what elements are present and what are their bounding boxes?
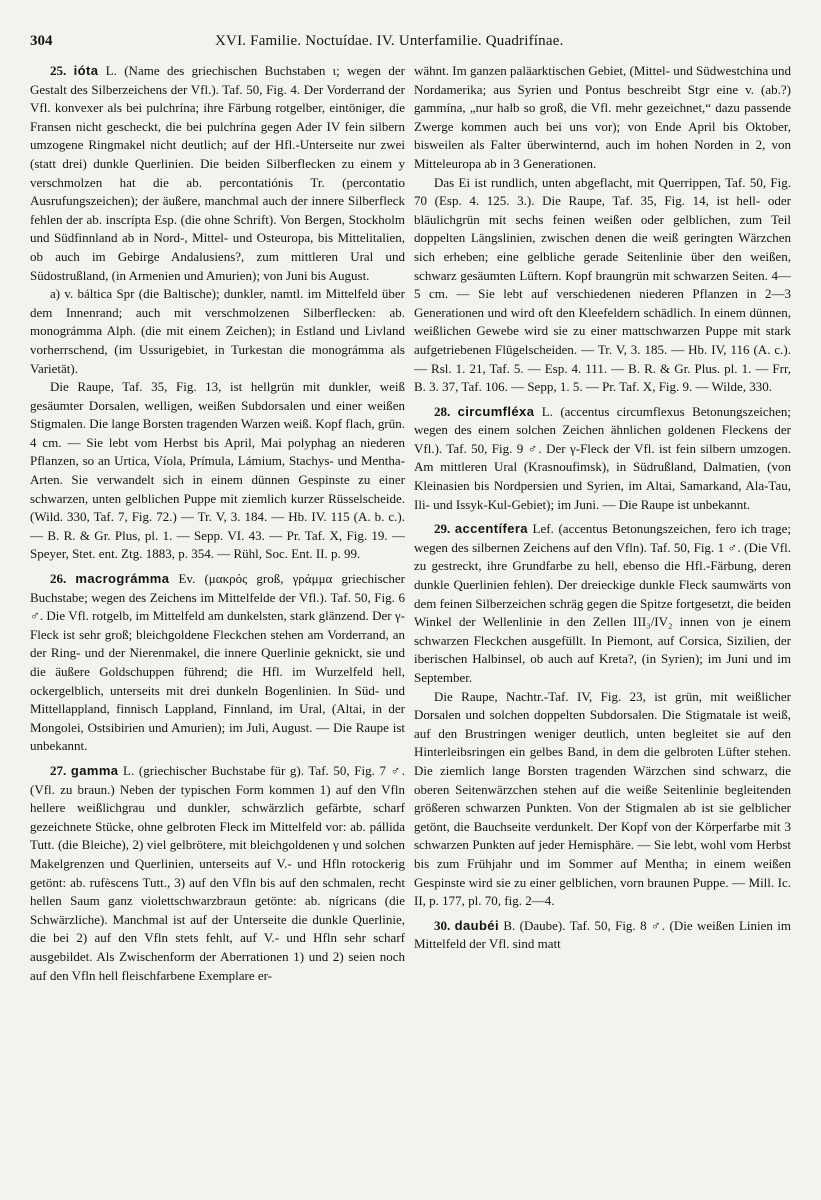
entry-number: 25. (50, 63, 74, 78)
species-entry-27 (30, 762, 405, 985)
running-title: XVI. Familie. Noctuídae. IV. Unterfamilie. Quadrifínae. (215, 33, 564, 49)
entry-number: 28. (434, 403, 458, 419)
paragraph-text: L. (Name des griechischen Buchstaben ι; wegen der Gestalt des Silberzeichens der Vfl.). Taf. 50, Fig. 4. Der Vorderrand der Vfl. konvexer als bei pulchrína; ihre Färbung rotgelber, eintöniger, die Fransen nicht gescheckt, die bei pulchrína gegen Ader IV fein silbern umzogene Ringmakel nicht deutlich; auf der Hfl.-Unterseite nur zwei (statt drei) dunkle Querlinien. Die beiden Silberflecken zu einem y verschmolzen hat die ab. percontatiónis Tr. (percontatio Ausrufungszeichen); der äußere, manchmal auch der innere Silberfleck fehlen der ab. inscrípta Esp. (die ohne Schrift). Von Bergen, Stockholm und Südfinnland ab in Nord-, Mittel- und Osteuropa, bis Mittelitalien, ob auch im Gebirge Andalusiens?, zum mittleren Ural und Südostrußland, (in Armenien und Amurien); von Juni bis August. (30, 63, 405, 283)
paragraph-text: L. (accentus circumflexus Betonungszeichen; wegen des einem solchen Zeichen ähnlichen goldenen Fleckens der Vfl.). Taf. 50, Fig. 9 ♂. Der γ-Fleck der Vfl. ist fein silbern umzogen. Am mittleren Ural (Krasnoufimsk), in Südrußland, Dalmatien, (von Kleinasien bis Nordpersien und Syrien, im Altai, Samarkand, Ala-Tau, Ili- und Issyk-Kul-Gebiet); im Juni. — Die Raupe ist unbekannt. (414, 403, 791, 512)
right-column (414, 62, 791, 1192)
entry-number: 27. (50, 762, 71, 778)
entry-number: 29. (434, 521, 455, 537)
paragraph-text: Die Raupe, Nachtr.-Taf. IV, Fig. 23, ist grün, mit weißlicher Dorsalen und solchen doppelten Subdorsalen. Die Stigmatale ist weiß, auf den Brustringen weniger deutlich, unten begleitet sie auf den Hinterleibsringen ein gelbes Band, in dem die gelbroten Lüfter stehen. Die ziemlich lange Borsten tragenden Wärzchen sind schwarz, die oberen Seitenwärzchen stehen auf die weiße Seitenlinie begleitenden größeren schwarzen Punkten. Von der Stigmalen ab ist sie gelblicher getönt, die Bauchseite verdunkelt. Der Kopf von der Körperfarbe mit 3 schwarzen Punkten auf jeder Hemisphäre. — Sie lebt, wohl vom Herbst bis zum Frühjahr und im Sommer auf Mentha; in einem weißen Gespinste wird sie zu einer gelblichen, vorn braunen Puppe. — Mill. Ic. II, p. 177, pl. 70, fig. 2—4. (414, 688, 791, 909)
species-entry-29 (414, 520, 791, 687)
paragraph-text: Das Ei ist rundlich, unten abgeflacht, mit Querrippen, Taf. 50, Fig. 70 (Esp. 4. 125. 3.). Die Raupe, Taf. 35, Fig. 14, ist hell- oder bläulichgrün mit sechs feinen weißen oder gelblichen, zum Teil doppelten Längslinien, zwischen denen die weiß geringten Wärzchen sich erheben; eine gelbliche gerade Seitenlinie über den weißen, schwarz gesäumten Lüftern. Kopf braungrün mit schwarzen Seiten. 4—5 cm. — Sie lebt auf verschiedenen niederen Pflanzen in 2—3 Generationen und wird oft den Kleefeldern schädlich. In einem dünnen, weißlichen Gewebe wird sie zu einer mattschwarzen Puppe mit stark aufgetriebenen Flügelscheiden. — Tr. V, 3. 185. — Hb. IV, 116 (A. c.). — Rsl. 1. 21, Taf. 5. — Esp. 4. 111. — B. R. & Gr. Plus. pl. 1. — Frr, B. 3. 37, Taf. 106. — Sepp, 1. 5. — Pr. Taf. X, Fig. 9. — Wilde, 330. (414, 174, 791, 395)
paragraph-text: Ev. (μακρός groß, γράμμα griechischer Buchstabe; wegen des Zeichens im Mittelfelde der Vfl.). Taf. 50, Fig. 6 ♂. Die Vfl. rotgelb, im Mittelfeld am dunkelsten, stark glänzend. Der γ-Fleck ist sehr groß; bleichgoldene Fleckchen stehen am Vorderrand, an der Ring- und der Nierenmakel, die innere Querlinie geknickt, sie und die äußere Goldschuppen führend; die Hfl. im Wurzelfeld hell, ockergelblich, unterseits mit drei dunkeln Bogenlinien. In Süd- und Mittellappland, finnisch Lappland, Finnland, im Ural, (Altai, in der Mongolei, Ostsibirien und Amurien); im Juli, August. — Die Raupe ist unbekannt. (30, 571, 405, 754)
paragraph-text: Die Raupe, Taf. 35, Fig. 13, ist hellgrün mit dunkler, weiß gesäumter Dorsalen, welligen, weißen Subdorsalen und einer weißen Stigmalen. Die lange Borsten tragenden Warzen weiß. Kopf flach, grün. 4 cm. — Sie lebt vom Herbst bis April, Mai polyphag an niederen Pflanzen, so an Urtica, Víola, Prímula, Lámium, Stachys- und Mentha-Arten. Sie verwandelt sich in einem dünnen Gespinste zu einer schwarzen, unten gelblichen Puppe mit ziemlich kurzer Rüsselscheide. (Wild. 330, Taf. 7, Fig. 72.) — Tr. V, 3. 184. — Hb. IV. 115 (A. b. c.). — B. R. & Gr. Plus, pl. 1. — Sepp. VI. 43. — Pr. Taf. X, Fig. 19. — Speyer, Stet. ent. Ztg. 1883, p. 354. — Rühl, Soc. Ent. II. p. 99. (30, 379, 405, 562)
species-entry-25 (30, 62, 405, 285)
paragraph (414, 62, 791, 174)
entry-number: 30. (434, 917, 455, 933)
species-entry-26 (30, 570, 405, 756)
species-name: daubéi (454, 917, 499, 933)
left-column (30, 62, 405, 1192)
species-name: macrográmma (75, 571, 170, 587)
paragraph (30, 285, 405, 378)
page-header (30, 33, 800, 55)
species-entry-28 (414, 403, 791, 515)
paragraph-text: wähnt. Im ganzen paläarktischen Gebiet, (Mittel- und Südwestchina und Nordamerika; aus Syrien und Pontus beschreibt Stgr eine v. (ab.?) gammína, „nur halb so groß, die Vfl. mehr gezeichnet,“ dazu passende Zwerge kommen auch bei uns vor); von Ende April bis Oktober, bisweilen als Falter überwinternd, auch im hohen Norden in 2, von Mitteleuropa ab in 3 Generationen. (414, 63, 791, 171)
paragraph (414, 174, 791, 397)
paragraph (414, 688, 791, 911)
entry-number: 26. (50, 571, 76, 587)
paragraph-text: B. (Daube). Taf. 50, Fig. 8 ♂. (Die weißen Linien im Mittelfeld der Vfl. sind matt (414, 917, 791, 952)
page-number: 304 (30, 33, 53, 49)
species-name: gamma (70, 762, 119, 778)
species-name: circumfléxa (457, 403, 535, 419)
species-entry-30 (414, 917, 791, 954)
species-name: ióta (73, 63, 99, 78)
species-name: accentífera (454, 521, 528, 537)
paragraph-text: a) v. báltica Spr (die Baltische); dunkler, namtl. im Mittelfeld über dem Innenrand; auch mit verschmolzenen Silberflecken: ab. monográmma Alph. (die mit einem Zeichen); in Estland und Livland vorherrschend, (im Ussurigebiet, in Turkestan die monográmma als Varietät). (30, 286, 405, 376)
paragraph-text: L. (griechischer Buchstabe für g). Taf. 50, Fig. 7 ♂. (Vfl. zu braun.) Neben der typischen Form kommen 1) auf den Vfln hellere weißlichgrau und dunkler, schwärzlich gefärbte, scharf gezeichnete Stücke, ohne gelbroten Fleck im Mittelfeld vor: ab. pállida Tutt. (die Bleiche), 2) viel gelbrötere, mit bleichgoldenen γ und solchen Makelgrenzen und Querlinien, unterseits auf V.- und Hfln rotockerig getönt: ab. rufèscens Tutt., 3) auf den Vfln bis auf den schmalen, recht hellen Saum ganz violettschwarzbraun getönte: ab. nígricans (die Schwärzliche). Manchmal ist auf der Unterseite die dunkle Querlinie, die bei 2) auf den Vfln stets fehlt, auf V.- und Hfln sehr scharf ausgebildet. Als Zwischenform der Aberrationen 1) und 2) seien noch auf den Vfln hell fleischfarbene Exemplare er- (30, 762, 405, 983)
paragraph (30, 378, 405, 564)
paragraph-text: Lef. (accentus Betonungszeichen, fero ich trage; wegen des silbernen Zeichens auf den Vfln). Taf. 50, Fig. 1 ♂. (Die Vfl. zu gestreckt, ihre Grundfarbe zu hell, ebenso die Hfl.-Färbung, deren dunkle Querlinien fehlen). Der dreieckige dunkle Fleck saumwärts von dem feinen Silberzeichen schräg gegen die Spitze fortgesetzt, die beiden Winkel der Wellenlinie in den Zellen III₃/IV₂ innen von je einem schwarzen Fleckchen ausgefüllt. In Piemont, auf Corsica, Sizilien, der iberischen Halbinsel, ob auch auf Kreta?, (in Syrien); im Juni und im September. (414, 521, 791, 685)
